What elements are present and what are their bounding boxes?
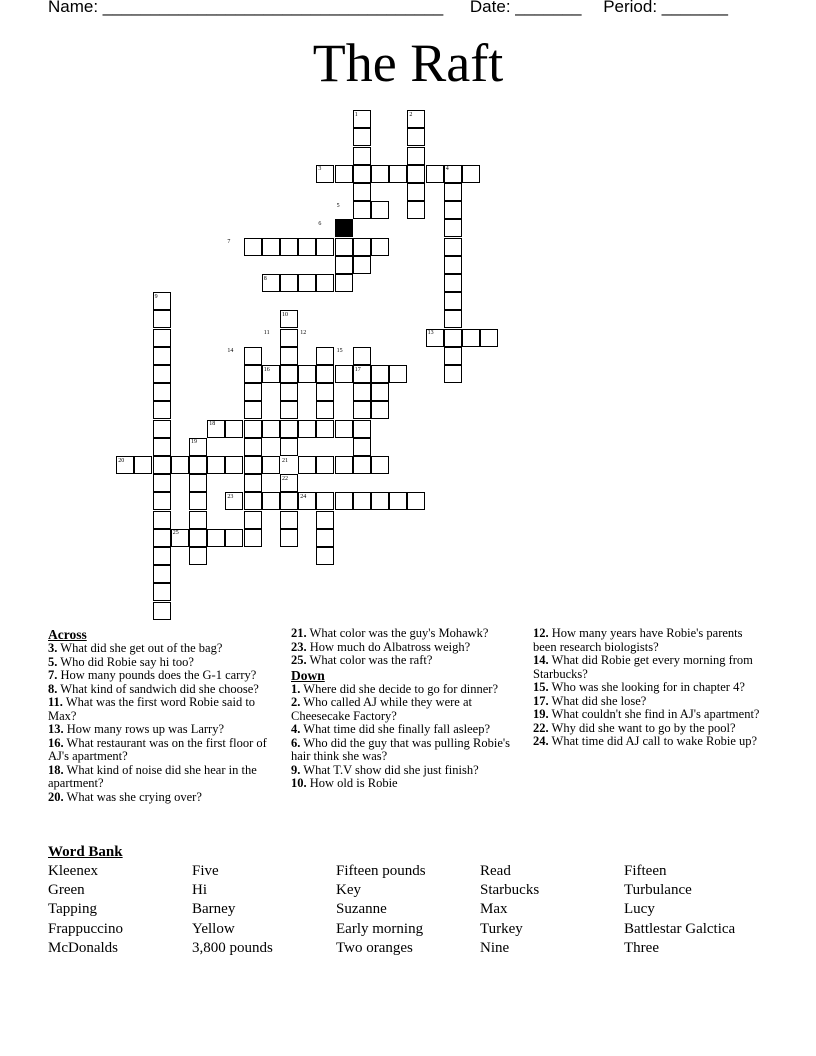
grid-cell[interactable] bbox=[153, 474, 171, 492]
grid-cell[interactable] bbox=[280, 511, 298, 529]
grid-cell[interactable] bbox=[189, 492, 207, 510]
grid-cell[interactable] bbox=[407, 165, 425, 183]
grid-cell[interactable] bbox=[153, 511, 171, 529]
grid-cell[interactable] bbox=[262, 420, 280, 438]
clue-number: 1. bbox=[291, 681, 301, 696]
grid-cell[interactable] bbox=[444, 256, 462, 274]
grid-cell[interactable] bbox=[298, 420, 316, 438]
grid-cell[interactable] bbox=[335, 274, 353, 292]
grid-cell[interactable] bbox=[244, 438, 262, 456]
clue-text: How much do Albatross weigh? bbox=[309, 639, 471, 654]
clue bbox=[48, 723, 280, 737]
clue bbox=[291, 764, 516, 778]
cell-number: 13 bbox=[427, 330, 434, 337]
grid-cell[interactable] bbox=[189, 529, 207, 547]
grid-cell[interactable] bbox=[353, 492, 371, 510]
word-bank-column bbox=[336, 862, 426, 958]
grid-cell[interactable] bbox=[353, 456, 371, 474]
grid-cell[interactable] bbox=[153, 329, 171, 347]
page-title: The Raft bbox=[312, 33, 504, 93]
grid-cell[interactable] bbox=[316, 274, 334, 292]
clue-number: 18. bbox=[48, 762, 64, 777]
grid-cell[interactable] bbox=[153, 456, 171, 474]
clue-text: What was the first word Robie said to Max? bbox=[48, 695, 256, 723]
grid-cell[interactable] bbox=[280, 383, 298, 401]
word-bank-heading: Word Bank bbox=[48, 844, 123, 860]
grid-cell[interactable] bbox=[335, 420, 353, 438]
clue bbox=[533, 722, 763, 736]
word-bank-word: Nine bbox=[480, 939, 510, 956]
grid-cell[interactable] bbox=[353, 420, 371, 438]
clue-number: 6. bbox=[291, 735, 301, 750]
grid-cell[interactable] bbox=[153, 602, 171, 620]
grid-cell[interactable] bbox=[353, 183, 371, 201]
clue-text: Who was she looking for in chapter 4? bbox=[551, 680, 745, 694]
grid-cell[interactable] bbox=[153, 438, 171, 456]
down-clues-column-3 bbox=[533, 627, 763, 749]
across-clues-column-1 bbox=[48, 627, 280, 804]
clue-text: How many rows up was Larry? bbox=[66, 722, 225, 736]
grid-cell[interactable] bbox=[189, 547, 207, 565]
clue-number: 20. bbox=[48, 789, 64, 804]
cell-number: 24 bbox=[300, 493, 307, 500]
grid-cell[interactable] bbox=[189, 474, 207, 492]
clue bbox=[291, 654, 516, 668]
cell-number: 18 bbox=[209, 421, 216, 428]
grid-cell[interactable] bbox=[316, 401, 334, 419]
clue bbox=[48, 791, 280, 805]
grid-cell[interactable] bbox=[316, 238, 334, 256]
cell-number: 7 bbox=[227, 239, 231, 246]
grid-cell[interactable] bbox=[280, 329, 298, 347]
clue bbox=[533, 695, 763, 709]
grid-cell[interactable] bbox=[153, 492, 171, 510]
grid-cell[interactable] bbox=[262, 238, 280, 256]
grid-cell[interactable] bbox=[426, 165, 444, 183]
clue-text: What time did AJ call to wake Robie up? bbox=[551, 734, 758, 748]
clue-number: 8. bbox=[48, 681, 58, 696]
word-bank-word: Five bbox=[192, 863, 219, 879]
grid-block bbox=[335, 219, 353, 237]
word-bank-word: Key bbox=[336, 882, 361, 899]
clue bbox=[48, 764, 280, 791]
word-bank-word: Hi bbox=[192, 882, 207, 899]
grid-cell[interactable] bbox=[153, 401, 171, 419]
cell-number: 14 bbox=[227, 348, 234, 355]
grid-cell[interactable] bbox=[153, 310, 171, 328]
grid-cell[interactable] bbox=[335, 256, 353, 274]
cell-number: 25 bbox=[172, 530, 179, 537]
grid-cell[interactable] bbox=[153, 547, 171, 565]
clue-text: What kind of noise did she hear in the apartment? bbox=[48, 762, 257, 790]
grid-cell[interactable] bbox=[462, 165, 480, 183]
clue bbox=[533, 708, 763, 722]
grid-cell[interactable] bbox=[371, 165, 389, 183]
grid-cell[interactable] bbox=[444, 201, 462, 219]
clue bbox=[291, 777, 516, 791]
grid-cell[interactable] bbox=[335, 365, 353, 383]
clue-text: Who did Robie say hi too? bbox=[60, 654, 194, 669]
clue bbox=[291, 737, 516, 764]
grid-cell[interactable] bbox=[444, 365, 462, 383]
grid-cell[interactable] bbox=[407, 201, 425, 219]
clue-text: How old is Robie bbox=[309, 776, 398, 790]
grid-cell[interactable] bbox=[335, 492, 353, 510]
grid-cell[interactable] bbox=[407, 128, 425, 146]
grid-cell[interactable] bbox=[462, 329, 480, 347]
cell-number: 1 bbox=[354, 111, 358, 118]
clue-text: What time did she finally fall asleep? bbox=[303, 722, 491, 736]
clue-text: Where did she decide to go for dinner? bbox=[303, 681, 498, 696]
grid-cell[interactable] bbox=[316, 492, 334, 510]
clue-number: 19. bbox=[533, 707, 549, 721]
clue-number: 12. bbox=[533, 626, 549, 640]
grid-cell[interactable] bbox=[134, 456, 152, 474]
grid-cell[interactable] bbox=[280, 492, 298, 510]
clue-text: What was she crying over? bbox=[66, 789, 202, 804]
clue bbox=[533, 681, 763, 695]
grid-cell[interactable] bbox=[353, 438, 371, 456]
clue bbox=[291, 723, 516, 737]
cell-number: 15 bbox=[336, 348, 343, 355]
grid-cell[interactable] bbox=[480, 329, 498, 347]
grid-cell[interactable] bbox=[298, 238, 316, 256]
cell-number: 23 bbox=[227, 493, 234, 500]
word-bank-word: Lucy bbox=[624, 901, 655, 918]
grid-cell[interactable] bbox=[353, 238, 371, 256]
word-bank-word: Early morning bbox=[336, 920, 424, 937]
cell-number: 6 bbox=[318, 220, 322, 227]
grid-cell[interactable] bbox=[153, 529, 171, 547]
clue-text: What restaurant was on the first floor of AJ's apartment? bbox=[48, 735, 267, 763]
grid-cell[interactable] bbox=[298, 456, 316, 474]
clue bbox=[291, 641, 516, 655]
grid-cell[interactable] bbox=[153, 347, 171, 365]
grid-cell[interactable] bbox=[316, 365, 334, 383]
grid-cell[interactable] bbox=[244, 401, 262, 419]
grid-cell[interactable] bbox=[280, 347, 298, 365]
clue-text: Who did the guy that was pulling Robie's hair think she was? bbox=[291, 735, 511, 763]
grid-cell[interactable] bbox=[262, 456, 280, 474]
grid-cell[interactable] bbox=[280, 529, 298, 547]
grid-cell[interactable] bbox=[444, 274, 462, 292]
grid-cell[interactable] bbox=[444, 347, 462, 365]
grid-cell[interactable] bbox=[444, 219, 462, 237]
grid-cell[interactable] bbox=[244, 365, 262, 383]
period-field[interactable]: Period: _______ bbox=[603, 0, 728, 16]
clue-number: 21. bbox=[291, 626, 307, 640]
word-bank-word: Fifteen bbox=[624, 863, 667, 879]
grid-cell[interactable] bbox=[244, 529, 262, 547]
grid-cell[interactable] bbox=[153, 583, 171, 601]
grid-cell[interactable] bbox=[316, 529, 334, 547]
word-bank-word: Read bbox=[480, 863, 511, 879]
word-bank-word: Battlestar Galctica bbox=[624, 920, 736, 937]
grid-cell[interactable] bbox=[335, 165, 353, 183]
grid-cell[interactable] bbox=[389, 365, 407, 383]
grid-cell[interactable] bbox=[298, 365, 316, 383]
clue bbox=[48, 642, 280, 656]
clue-number: 22. bbox=[533, 720, 549, 735]
grid-cell[interactable] bbox=[244, 474, 262, 492]
grid-cell[interactable] bbox=[280, 438, 298, 456]
word-bank-word: Suzanne bbox=[336, 901, 387, 918]
clue bbox=[48, 737, 280, 764]
clue bbox=[291, 696, 516, 723]
clue bbox=[533, 654, 763, 681]
grid-cell[interactable] bbox=[153, 365, 171, 383]
grid-cell[interactable] bbox=[371, 365, 389, 383]
clue bbox=[533, 627, 763, 654]
word-bank-word: Three bbox=[624, 939, 659, 956]
grid-cell[interactable] bbox=[280, 238, 298, 256]
cell-number: 5 bbox=[336, 202, 340, 209]
clue bbox=[48, 696, 280, 723]
clue bbox=[48, 669, 280, 683]
grid-cell[interactable] bbox=[244, 347, 262, 365]
clue-number: 17. bbox=[533, 693, 549, 708]
grid-cell[interactable] bbox=[225, 529, 243, 547]
grid-cell[interactable] bbox=[207, 456, 225, 474]
word-bank-word: Starbucks bbox=[480, 882, 540, 899]
word-bank-column bbox=[480, 862, 539, 958]
grid-cell[interactable] bbox=[244, 456, 262, 474]
word-bank-word: Barney bbox=[192, 901, 236, 918]
grid-cell[interactable] bbox=[353, 147, 371, 165]
word-bank-word: Yellow bbox=[192, 920, 235, 937]
grid-cell[interactable] bbox=[280, 274, 298, 292]
clue-text: What did she lose? bbox=[551, 693, 647, 708]
word-bank-word: 3,800 pounds bbox=[192, 939, 273, 956]
clue-number: 25. bbox=[291, 653, 307, 667]
cell-number: 8 bbox=[263, 275, 267, 282]
clue-text: What did Robie get every morning from Starbucks? bbox=[533, 653, 753, 681]
cell-number: 20 bbox=[118, 457, 125, 464]
clue-text: What couldn't she find in AJ's apartment? bbox=[551, 707, 760, 721]
word-bank-word: McDonalds bbox=[48, 939, 118, 956]
grid-cell[interactable] bbox=[353, 401, 371, 419]
clue-text: How many pounds does the G-1 carry? bbox=[60, 668, 257, 682]
clue-number: 10. bbox=[291, 776, 307, 790]
grid-cell[interactable] bbox=[353, 201, 371, 219]
grid-cell[interactable] bbox=[153, 565, 171, 583]
grid-cell[interactable] bbox=[207, 529, 225, 547]
cell-number: 10 bbox=[282, 311, 288, 318]
clue-number: 13. bbox=[48, 722, 64, 736]
clue-number: 4. bbox=[291, 722, 301, 736]
clue-number: 9. bbox=[291, 762, 301, 777]
grid-cell[interactable] bbox=[316, 547, 334, 565]
grid-cell[interactable] bbox=[371, 201, 389, 219]
grid-cell[interactable] bbox=[371, 238, 389, 256]
word-bank-word: Turbulance bbox=[624, 882, 692, 899]
grid-cell[interactable] bbox=[407, 183, 425, 201]
grid-cell[interactable] bbox=[371, 492, 389, 510]
clue-number: 7. bbox=[48, 668, 58, 682]
clue-number: 14. bbox=[533, 653, 549, 667]
word-bank-word: Fifteen pounds bbox=[336, 863, 426, 879]
cell-number: 17 bbox=[354, 366, 361, 373]
grid-cell[interactable] bbox=[389, 492, 407, 510]
clue-number: 5. bbox=[48, 654, 58, 669]
grid-cell[interactable] bbox=[316, 456, 334, 474]
name-field[interactable]: Name: ____________________________________ bbox=[48, 0, 444, 16]
clue bbox=[48, 656, 280, 670]
clue-text: How many years have Robie's parents been research biologists? bbox=[533, 626, 743, 654]
word-bank-word: Green bbox=[48, 882, 85, 899]
grid-cell[interactable] bbox=[371, 383, 389, 401]
word-bank-word: Turkey bbox=[480, 920, 523, 937]
grid-cell[interactable] bbox=[225, 420, 243, 438]
clue-number: 15. bbox=[533, 680, 549, 694]
clue-number: 16. bbox=[48, 735, 64, 750]
cell-number: 22 bbox=[282, 475, 288, 482]
across-heading: Across bbox=[48, 627, 87, 642]
cell-number: 19 bbox=[191, 439, 197, 446]
cell-number: 21 bbox=[282, 457, 288, 464]
cell-number: 2 bbox=[409, 111, 413, 118]
word-bank-column bbox=[624, 862, 735, 958]
grid-cell[interactable] bbox=[316, 383, 334, 401]
word-bank-column bbox=[48, 862, 123, 958]
grid-cell[interactable] bbox=[444, 310, 462, 328]
word-bank-column bbox=[192, 862, 273, 958]
grid-cell[interactable] bbox=[407, 147, 425, 165]
grid-cell[interactable] bbox=[244, 238, 262, 256]
cell-number: 4 bbox=[445, 166, 449, 173]
grid-cell[interactable] bbox=[316, 347, 334, 365]
grid-cell[interactable] bbox=[444, 238, 462, 256]
clue-number: 24. bbox=[533, 734, 549, 748]
clue-text: What T.V show did she just finish? bbox=[303, 762, 479, 777]
clue-number: 23. bbox=[291, 639, 307, 654]
grid-cell[interactable] bbox=[298, 274, 316, 292]
grid-cell[interactable] bbox=[153, 383, 171, 401]
down-heading: Down bbox=[291, 667, 325, 683]
grid-cell[interactable] bbox=[444, 329, 462, 347]
grid-cell[interactable] bbox=[280, 420, 298, 438]
grid-cell[interactable] bbox=[371, 401, 389, 419]
grid-cell[interactable] bbox=[153, 420, 171, 438]
grid-cell[interactable] bbox=[353, 256, 371, 274]
clues-column-2 bbox=[291, 627, 516, 791]
grid-cell[interactable] bbox=[189, 511, 207, 529]
grid-cell[interactable] bbox=[244, 420, 262, 438]
grid-cell[interactable] bbox=[189, 456, 207, 474]
word-bank-word: Max bbox=[480, 901, 508, 918]
clue bbox=[533, 735, 763, 749]
clue bbox=[48, 683, 280, 697]
grid-cell[interactable] bbox=[335, 238, 353, 256]
grid-cell[interactable] bbox=[444, 292, 462, 310]
grid-cell[interactable] bbox=[244, 511, 262, 529]
word-bank-word: Frappuccino bbox=[48, 920, 123, 937]
clue-text: What color was the raft? bbox=[309, 653, 433, 667]
grid-cell[interactable] bbox=[280, 365, 298, 383]
grid-cell[interactable] bbox=[244, 383, 262, 401]
grid-cell[interactable] bbox=[444, 183, 462, 201]
grid-cell[interactable] bbox=[244, 492, 262, 510]
grid-cell[interactable] bbox=[353, 347, 371, 365]
grid-cell[interactable] bbox=[353, 165, 371, 183]
clue-number: 3. bbox=[48, 641, 58, 655]
clue bbox=[291, 683, 516, 697]
cell-number: 11 bbox=[263, 330, 270, 337]
cell-number: 3 bbox=[318, 166, 322, 173]
grid-cell[interactable] bbox=[371, 456, 389, 474]
word-bank-word: Two oranges bbox=[336, 939, 413, 956]
grid-cell[interactable] bbox=[280, 401, 298, 419]
grid-cell[interactable] bbox=[389, 165, 407, 183]
cell-number: 16 bbox=[263, 366, 270, 373]
clue-text: Who called AJ while they were at Cheesecake Factory? bbox=[291, 695, 472, 723]
word-bank-word: Tapping bbox=[48, 901, 97, 918]
clue-number: 2. bbox=[291, 695, 301, 709]
grid-cell[interactable] bbox=[316, 420, 334, 438]
clue bbox=[291, 627, 516, 641]
cell-number: 12 bbox=[300, 330, 307, 337]
cell-number: 9 bbox=[154, 293, 158, 300]
grid-cell[interactable] bbox=[353, 383, 371, 401]
date-field[interactable]: Date: _______ bbox=[469, 0, 582, 16]
grid-cell[interactable] bbox=[353, 128, 371, 146]
clue-number: 11. bbox=[48, 695, 63, 709]
clue-text: What kind of sandwich did she choose? bbox=[60, 681, 259, 696]
grid-cell[interactable] bbox=[262, 492, 280, 510]
grid-cell[interactable] bbox=[316, 511, 334, 529]
clue-text: What did she get out of the bag? bbox=[60, 641, 223, 655]
word-bank-word: Kleenex bbox=[48, 863, 98, 879]
clue-text: What color was the guy's Mohawk? bbox=[309, 626, 489, 640]
grid-cell[interactable] bbox=[171, 456, 189, 474]
clue-text: Why did she want to go by the pool? bbox=[551, 720, 736, 735]
grid-cell[interactable] bbox=[225, 456, 243, 474]
grid-cell[interactable] bbox=[335, 456, 353, 474]
grid-cell[interactable] bbox=[407, 492, 425, 510]
